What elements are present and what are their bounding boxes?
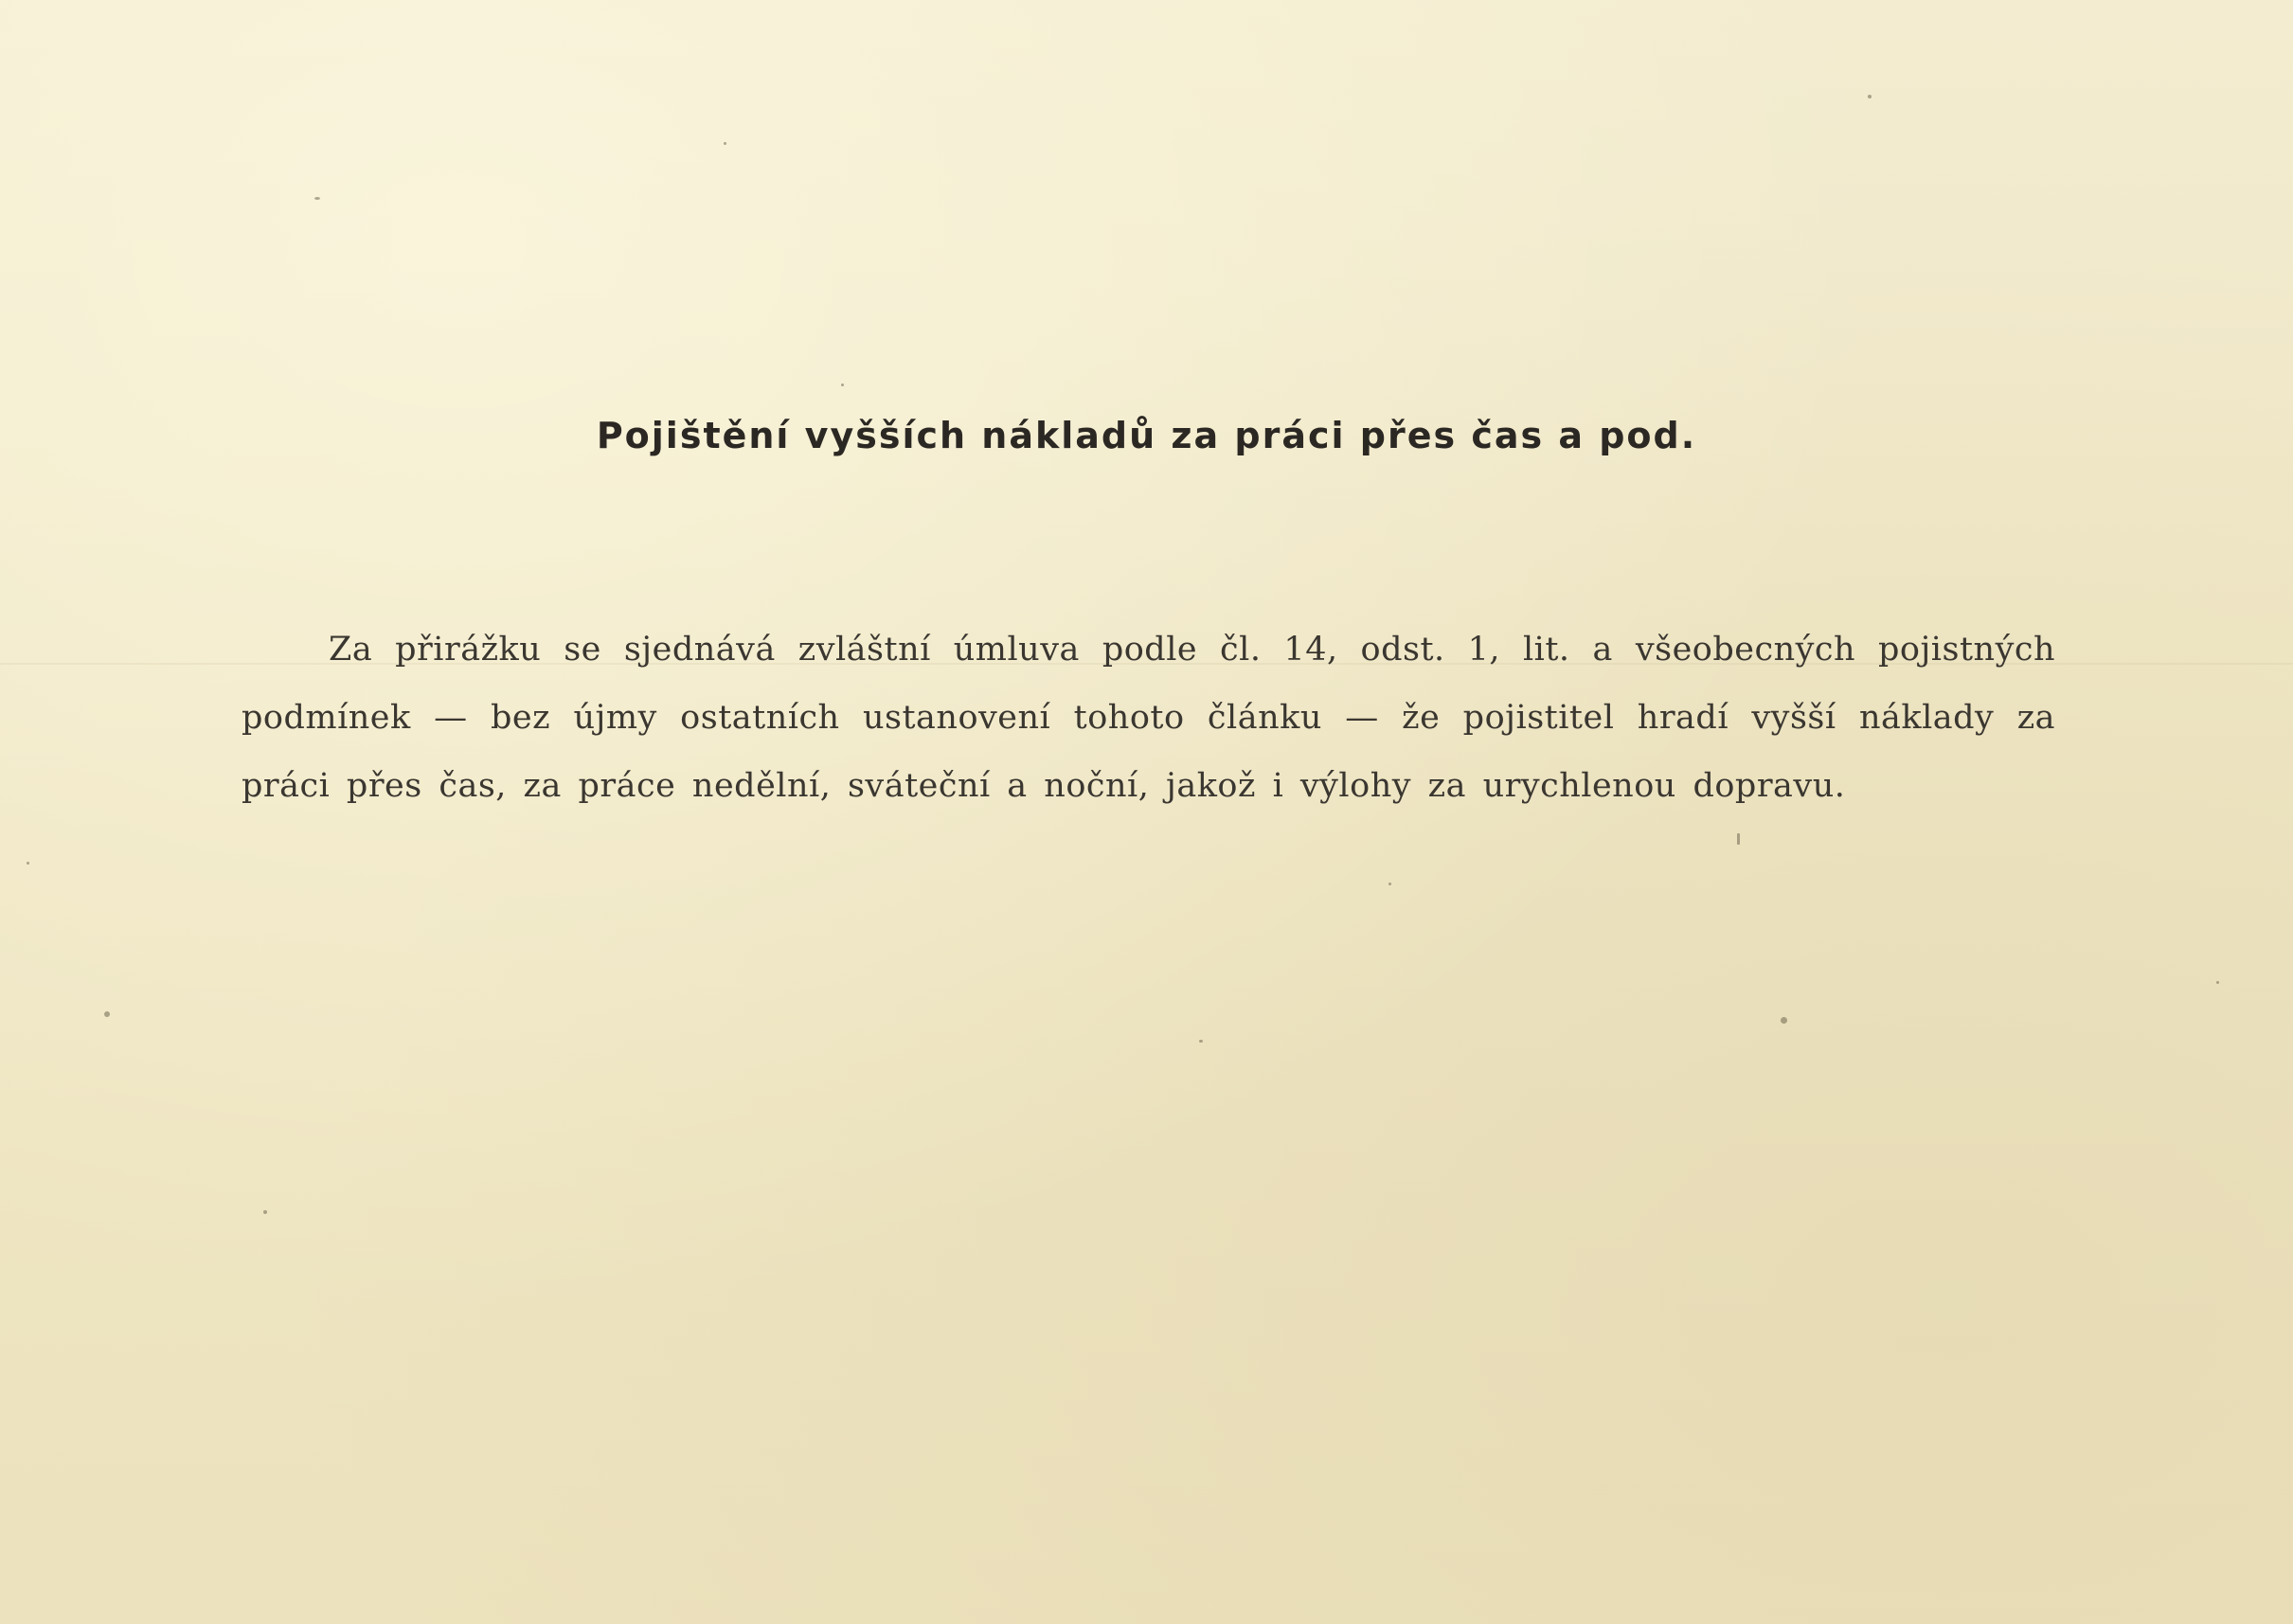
paper-speck — [1781, 1017, 1787, 1024]
paper-speck — [2216, 981, 2219, 984]
paper-speck — [104, 1011, 110, 1017]
document-title: Pojištění vyšších nákladů za práci přes čas a pod. — [596, 415, 1697, 456]
paper-speck — [263, 1210, 267, 1214]
paper-speck — [314, 197, 320, 200]
document-paragraph: Za přirážku se sjednává zvláštní úmluva podle čl. 14, odst. 1, lit. a všeobecných pojistných podmínek — bez újmy ostatních ustanovení tohoto článku — že pojistitel hradí vyšší náklady za práci přes čas, za práce nedělní, sváteční a noční, jakož i výlohy za urychlenou dopravu. — [242, 631, 2055, 805]
paper-speck — [841, 384, 844, 386]
paper-speck — [1388, 883, 1391, 885]
paper-speck — [724, 142, 726, 145]
paper-speck — [27, 862, 29, 865]
paper-speck — [1737, 833, 1740, 845]
paper-speck — [1199, 1040, 1203, 1043]
paper-speck — [1868, 95, 1872, 98]
